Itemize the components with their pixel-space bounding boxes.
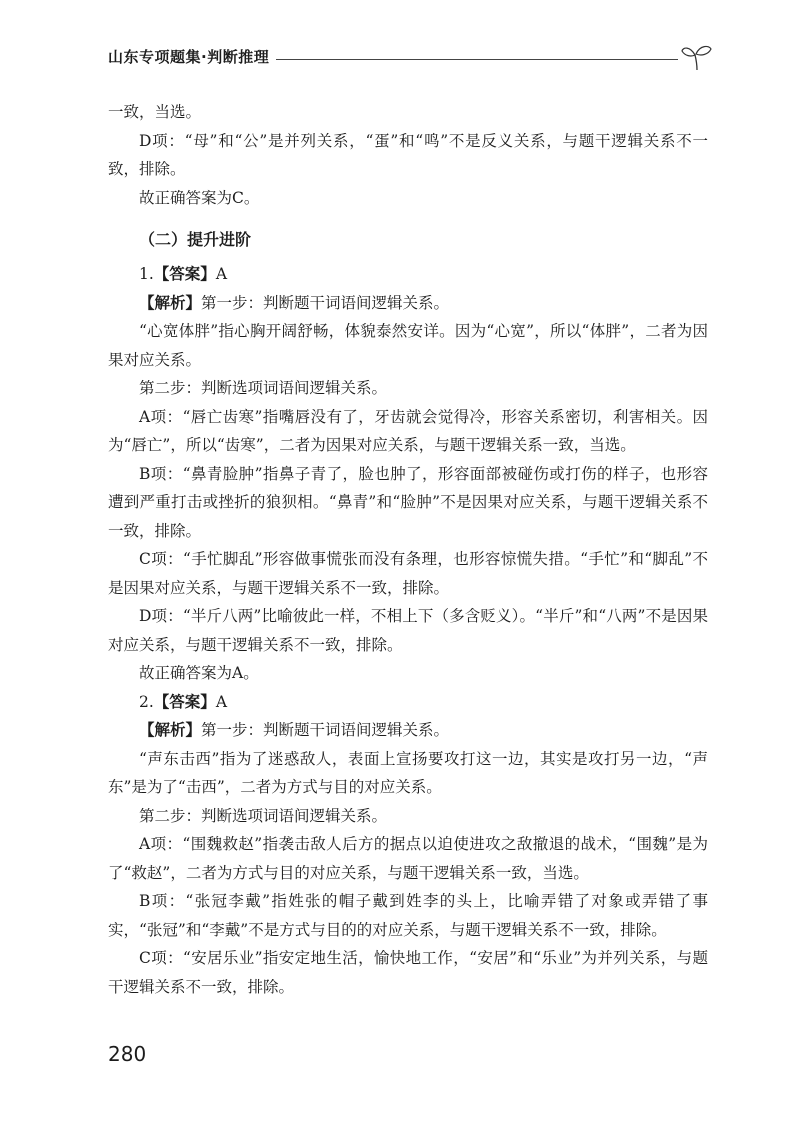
header-title: 山东专项题集·判断推理 (108, 48, 270, 66)
page-content (108, 98, 708, 1001)
answer-line (108, 688, 708, 717)
option-d-paragraph: D项：“半斤八两”比喻彼此一样，不相上下（多含贬义）。“半斤”和“八两”不是因果对应关系，与题干逻辑关系不一致，排除。 (108, 607, 708, 654)
analysis-line (108, 716, 708, 745)
option-a-paragraph: A项：“围魏救赵”指袭击敌人后方的据点以迫使进攻之敌撤退的战术，“围魏”是为了“救赵”，二者为方式与目的对应关系，与题干逻辑关系一致，当选。 (108, 835, 708, 882)
analysis-text: 第一步：判断题干词语间逻辑关系。 (201, 293, 450, 312)
option-b-paragraph: B项：“鼻青脸肿”指鼻子青了，脸也肿了，形容面部被碰伤或打伤的样子，也形容遭到严重打击或挫折的狼狈相。“鼻青”和“脸肿”不是因果对应关系，与题干逻辑关系不一致，排除。 (108, 464, 708, 540)
running-header (108, 44, 718, 74)
section-title: （二）提升进阶 (139, 230, 252, 249)
paragraph: D项：“母”和“公”是并列关系，“蛋”和“鸣”不是反义关系，与题干逻辑关系不一致，排除。 (108, 131, 708, 178)
paragraph: “声东击西”指为了迷惑敌人，表面上宣扬要攻打这一边，其实是攻打另一边，“声东”是为了“击西”，二者为方式与目的对应关系。 (108, 749, 708, 796)
paragraph: 一致，当选。 (108, 103, 202, 121)
analysis-label: 【解析】 (139, 721, 202, 739)
answer-value: A (215, 265, 228, 283)
paragraph: 第二步：判断选项词语间逻辑关系。 (139, 806, 388, 825)
paragraph: “心宽体胖”指心胸开阔舒畅，体貌泰然安详。因为“心宽”，所以“体胖”，二者为因果对应关系。 (108, 322, 708, 369)
analysis-text: 第一步：判断题干词语间逻辑关系。 (201, 721, 450, 739)
paragraph: 第二步：判断选项词语间逻辑关系。 (139, 379, 388, 397)
option-a-paragraph: A项：“唇亡齿寒”指嘴唇没有了，牙齿就会觉得冷，形容关系密切，利害相关。因为“唇亡”，所以“齿寒”，二者为因果对应关系，与题干逻辑关系一致，当选。 (108, 407, 708, 454)
answer-label: 【答案】 (153, 265, 216, 283)
page-number: 280 (108, 1042, 147, 1066)
analysis-label: 【解析】 (139, 293, 202, 312)
answer-line (108, 260, 708, 289)
answer-label: 【答案】 (153, 692, 216, 711)
analysis-line (108, 289, 708, 318)
paragraph: 故正确答案为C。 (139, 188, 260, 207)
option-b-paragraph: B项：“张冠李戴”指姓张的帽子戴到姓李的头上，比喻弄错了对象或弄错了事实，“张冠”和“李戴”不是方式与目的的对应关系，与题干逻辑关系不一致，排除。 (108, 892, 708, 939)
header-rule (276, 59, 678, 60)
option-c-paragraph: C项：“安居乐业”指安定地生活，愉快地工作，“安居”和“乐业”为并列关系，与题干逻辑关系不一致，排除。 (108, 949, 708, 996)
question-number: 1. (139, 265, 154, 283)
sprout-icon (680, 42, 714, 72)
option-c-paragraph: C项：“手忙脚乱”形容做事慌张而没有条理，也形容惊慌失措。“手忙”和“脚乱”不是因果对应关系，与题干逻辑关系不一致，排除。 (108, 550, 708, 597)
question-number: 2. (139, 692, 154, 711)
answer-value: A (215, 692, 228, 711)
paragraph: 故正确答案为A。 (139, 664, 259, 682)
